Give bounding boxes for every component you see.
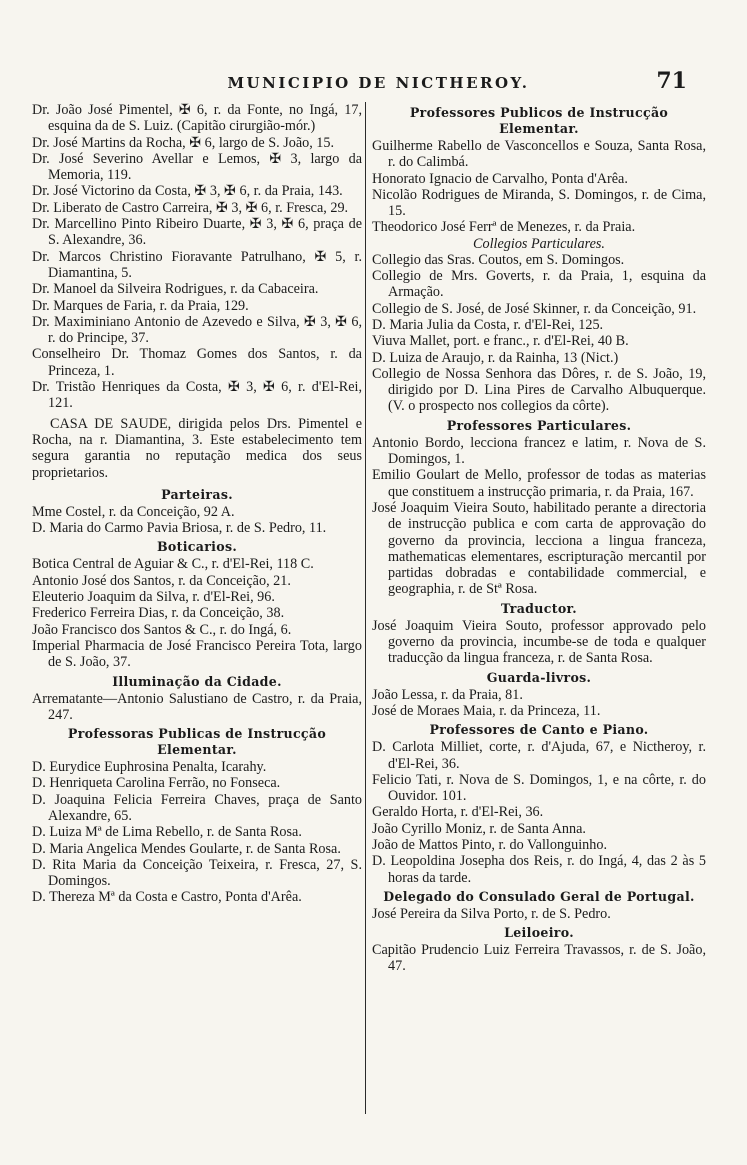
college-entry: Viuva Mallet, port. e franc., r. d'El-Rei, 40 B.: [372, 333, 629, 350]
column-divider: [365, 102, 366, 1114]
teacher-entry: D. Luiza Mª de Lima Rebello, r. de Santa Rosa.: [32, 824, 302, 841]
pharmacy-entry: Antonio José dos Santos, r. da Conceição, 21.: [32, 572, 291, 589]
teacher-entry: D. Thereza Mª da Costa e Castro, Ponta d'Arêa.: [32, 889, 302, 906]
running-head: [40, 68, 717, 98]
teacher-entry: Guilherme Rabello de Vasconcellos e Souza, Santa Rosa, r. do Calimbá.: [372, 138, 706, 171]
teacher-entry: Theodorico José Ferrª de Menezes, r. da Praia.: [372, 219, 636, 236]
teacher-entry: D. Joaquina Felicia Ferreira Chaves, praça de Santo Alexandre, 65.: [32, 791, 362, 824]
doctor-entry: Dr. João José Pimentel, ✠ 6, r. da Fonte, no Ingá, 17, esquina da de S. Luiz. (Capitão cirurgião-mór.): [32, 102, 362, 135]
doctor-entry: Dr. Marques de Faria, r. da Praia, 129.: [32, 297, 249, 314]
doctor-entry: Dr. Marcos Christino Fioravante Patrulhano, ✠ 5, r. Diamantina, 5.: [32, 248, 362, 281]
left-column: [32, 102, 362, 906]
college-entry: D. Maria Julia da Costa, r. d'El-Rei, 125.: [372, 316, 604, 333]
page-title: MUNICIPIO DE NICTHEROY.: [227, 74, 530, 92]
teacher-entry: D. Henriqueta Carolina Ferrão, no Fonseca.: [32, 775, 281, 792]
teacher-entry: D. Maria Angelica Mendes Goularte, r. de Santa Rosa.: [32, 840, 341, 857]
section-heading-leiloeiro: Leiloeiro.: [504, 925, 574, 941]
midwife-entry: D. Maria do Carmo Pavia Briosa, r. de S. Pedro, 11.: [32, 520, 327, 537]
bookkeeper-entry: João Lessa, r. da Praia, 81.: [372, 686, 523, 703]
doctor-entry: Dr. José Martins da Rocha, ✠ 6, largo de S. João, 15.: [32, 134, 335, 151]
doctor-entry: Dr. Maximiniano Antonio de Azevedo e Silva, ✠ 3, ✠ 6, r. do Principe, 37.: [32, 313, 362, 347]
college-entry: Collegio de S. José, de José Skinner, r. da Conceição, 91.: [372, 300, 697, 317]
doctor-entry: Dr. José Victorino da Costa, ✠ 3, ✠ 6, r. da Praia, 143.: [32, 183, 343, 200]
section-heading-professores: Professores Publicos de Instrucção Elementar.: [409, 105, 669, 136]
auctioneer-entry: Capitão Prudencio Luiz Ferreira Travassos, r. de S. João, 47.: [372, 942, 706, 975]
bookkeeper-entry: José de Moraes Maia, r. da Princeza, 11.: [372, 702, 601, 719]
music-teacher-entry: João Cyrillo Moniz, r. de Santa Anna.: [372, 820, 586, 837]
section-heading-parteiras: Parteiras.: [161, 486, 233, 502]
section-heading-traductor: Traductor.: [501, 600, 577, 616]
doctor-entry: Dr. Tristão Henriques da Costa, ✠ 3, ✠ 6, r. d'El-Rei, 121.: [32, 379, 362, 412]
college-entry: D. Luiza de Araujo, r. da Rainha, 13 (Nict.): [372, 349, 619, 366]
teacher-entry: D. Eurydice Euphrosina Penalta, Icarahy.: [32, 759, 267, 776]
doctor-entry: Dr. Liberato de Castro Carreira, ✠ 3, ✠ 6, r. Fresca, 29.: [32, 199, 349, 216]
college-entry: Collegio de Mrs. Goverts, r. da Praia, 1, esquina da Armação.: [372, 268, 706, 301]
music-teacher-entry: Felicio Tati, r. Nova de S. Domingos, 1, e na côrte, r. do Ouvidor. 101.: [372, 771, 706, 805]
music-teacher-entry: D. Carlota Milliet, corte, r. d'Ajuda, 67, e Nictheroy, r. d'El-Rei, 36.: [372, 739, 706, 772]
doctor-entry: Conselheiro Dr. Thomaz Gomes dos Santos, r. da Princeza, 1.: [32, 346, 362, 379]
music-teacher-entry: D. Leopoldina Josepha dos Reis, r. do Ingá, 4, das 2 às 5 horas da tarde.: [372, 853, 706, 886]
consulate-entry: José Pereira da Silva Porto, r. de S. Pedro.: [372, 905, 611, 922]
pharmacy-entry: Frederico Ferreira Dias, r. da Conceição, 38.: [32, 605, 285, 622]
page-number: 71: [656, 68, 687, 94]
pharmacy-entry: Imperial Pharmacia de José Francisco Pereira Tota, largo de S. João, 37.: [32, 637, 362, 671]
section-heading-canto-piano: Professores de Canto e Piano.: [429, 722, 649, 738]
teacher-entry: D. Rita Maria da Conceição Teixeira, r. Fresca, 27, S. Domingos.: [32, 856, 362, 890]
private-teacher-entry: Antonio Bordo, lecciona francez e latim, r. Nova de S. Domingos, 1.: [372, 434, 706, 468]
section-heading-collegios: Collegios Particulares.: [473, 235, 605, 252]
pharmacy-entry: Botica Central de Aguiar & C., r. d'El-Rei, 118 C.: [32, 556, 314, 573]
translator-entry: José Joaquim Vieira Souto, professor approvado pelo governo da provincia, incumbe-se de toda e qualquer traducção da lingua franceza, r. de Santa Rosa.: [372, 617, 706, 667]
lighting-entry: Arrematante—Antonio Salustiano de Castro, r. da Praia, 247.: [32, 690, 362, 723]
college-entry: Collegio de Nossa Senhora das Dôres, r. de S. João, 19, dirigido por D. Lina Pires de Carvalho Albuquerque. (V. o prospecto nos collegios da côrte).: [372, 365, 706, 415]
doctor-entry: Dr. Marcellino Pinto Ribeiro Duarte, ✠ 3, ✠ 6, praça de S. Alexandre, 36.: [32, 216, 362, 249]
casa-de-saude-notice: CASA DE SAUDE, dirigida pelos Drs. Pimentel e Rocha, na r. Diamantina, 3. Este estabelecimento tem segura garantia no reputação medica dos seus proprietarios.: [32, 415, 362, 481]
doctor-entry: Dr. Manoel da Silveira Rodrigues, r. da Cabaceira.: [32, 281, 319, 298]
section-heading-professoras: Professoras Publicas de Instrucção Elementar.: [67, 726, 327, 758]
music-teacher-entry: Geraldo Horta, r. d'El-Rei, 36.: [372, 804, 544, 821]
college-entry: Collegio das Sras. Coutos, em S. Domingos.: [372, 251, 625, 268]
pharmacy-entry: Eleuterio Joaquim da Silva, r. d'El-Rei, 96.: [32, 589, 275, 606]
teacher-entry: Honorato Ignacio de Carvalho, Ponta d'Arêa.: [372, 170, 628, 187]
midwife-entry: Mme Costel, r. da Conceição, 92 A.: [32, 503, 235, 520]
section-heading-iluminacao: Illuminação da Cidade.: [112, 673, 282, 689]
section-heading-particulares: Professores Particulares.: [446, 417, 632, 433]
private-teacher-entry: Emilio Goulart de Mello, professor de todas as materias que constituem a instrucção primaria, r. da Praia, 167.: [372, 467, 706, 500]
right-column: [372, 102, 706, 975]
section-heading-consulado: Delegado do Consulado Geral de Portugal.: [383, 888, 695, 904]
pharmacy-entry: João Francisco dos Santos & C., r. do Ingá, 6.: [32, 621, 292, 638]
private-teacher-entry: José Joaquim Vieira Souto, habilitado perante a directoria de instrucção publica e com carta de approvação do governo da provincia, lecciona a lingua franceza, mathematicas elementares, escripturação mercantil por partidas dobradas e contabilidade commercial, e geographia, r. de Stª Rosa.: [372, 499, 706, 598]
section-heading-boticarios: Boticarios.: [156, 539, 238, 555]
section-heading-guarda-livros: Guarda-livros.: [486, 669, 592, 685]
doctor-entry: Dr. José Severino Avellar e Lemos, ✠ 3, largo da Memoria, 119.: [32, 150, 362, 184]
teacher-entry: Nicolão Rodrigues de Miranda, S. Domingos, r. de Cima, 15.: [372, 186, 706, 220]
music-teacher-entry: João de Mattos Pinto, r. do Vallonguinho.: [372, 836, 608, 853]
